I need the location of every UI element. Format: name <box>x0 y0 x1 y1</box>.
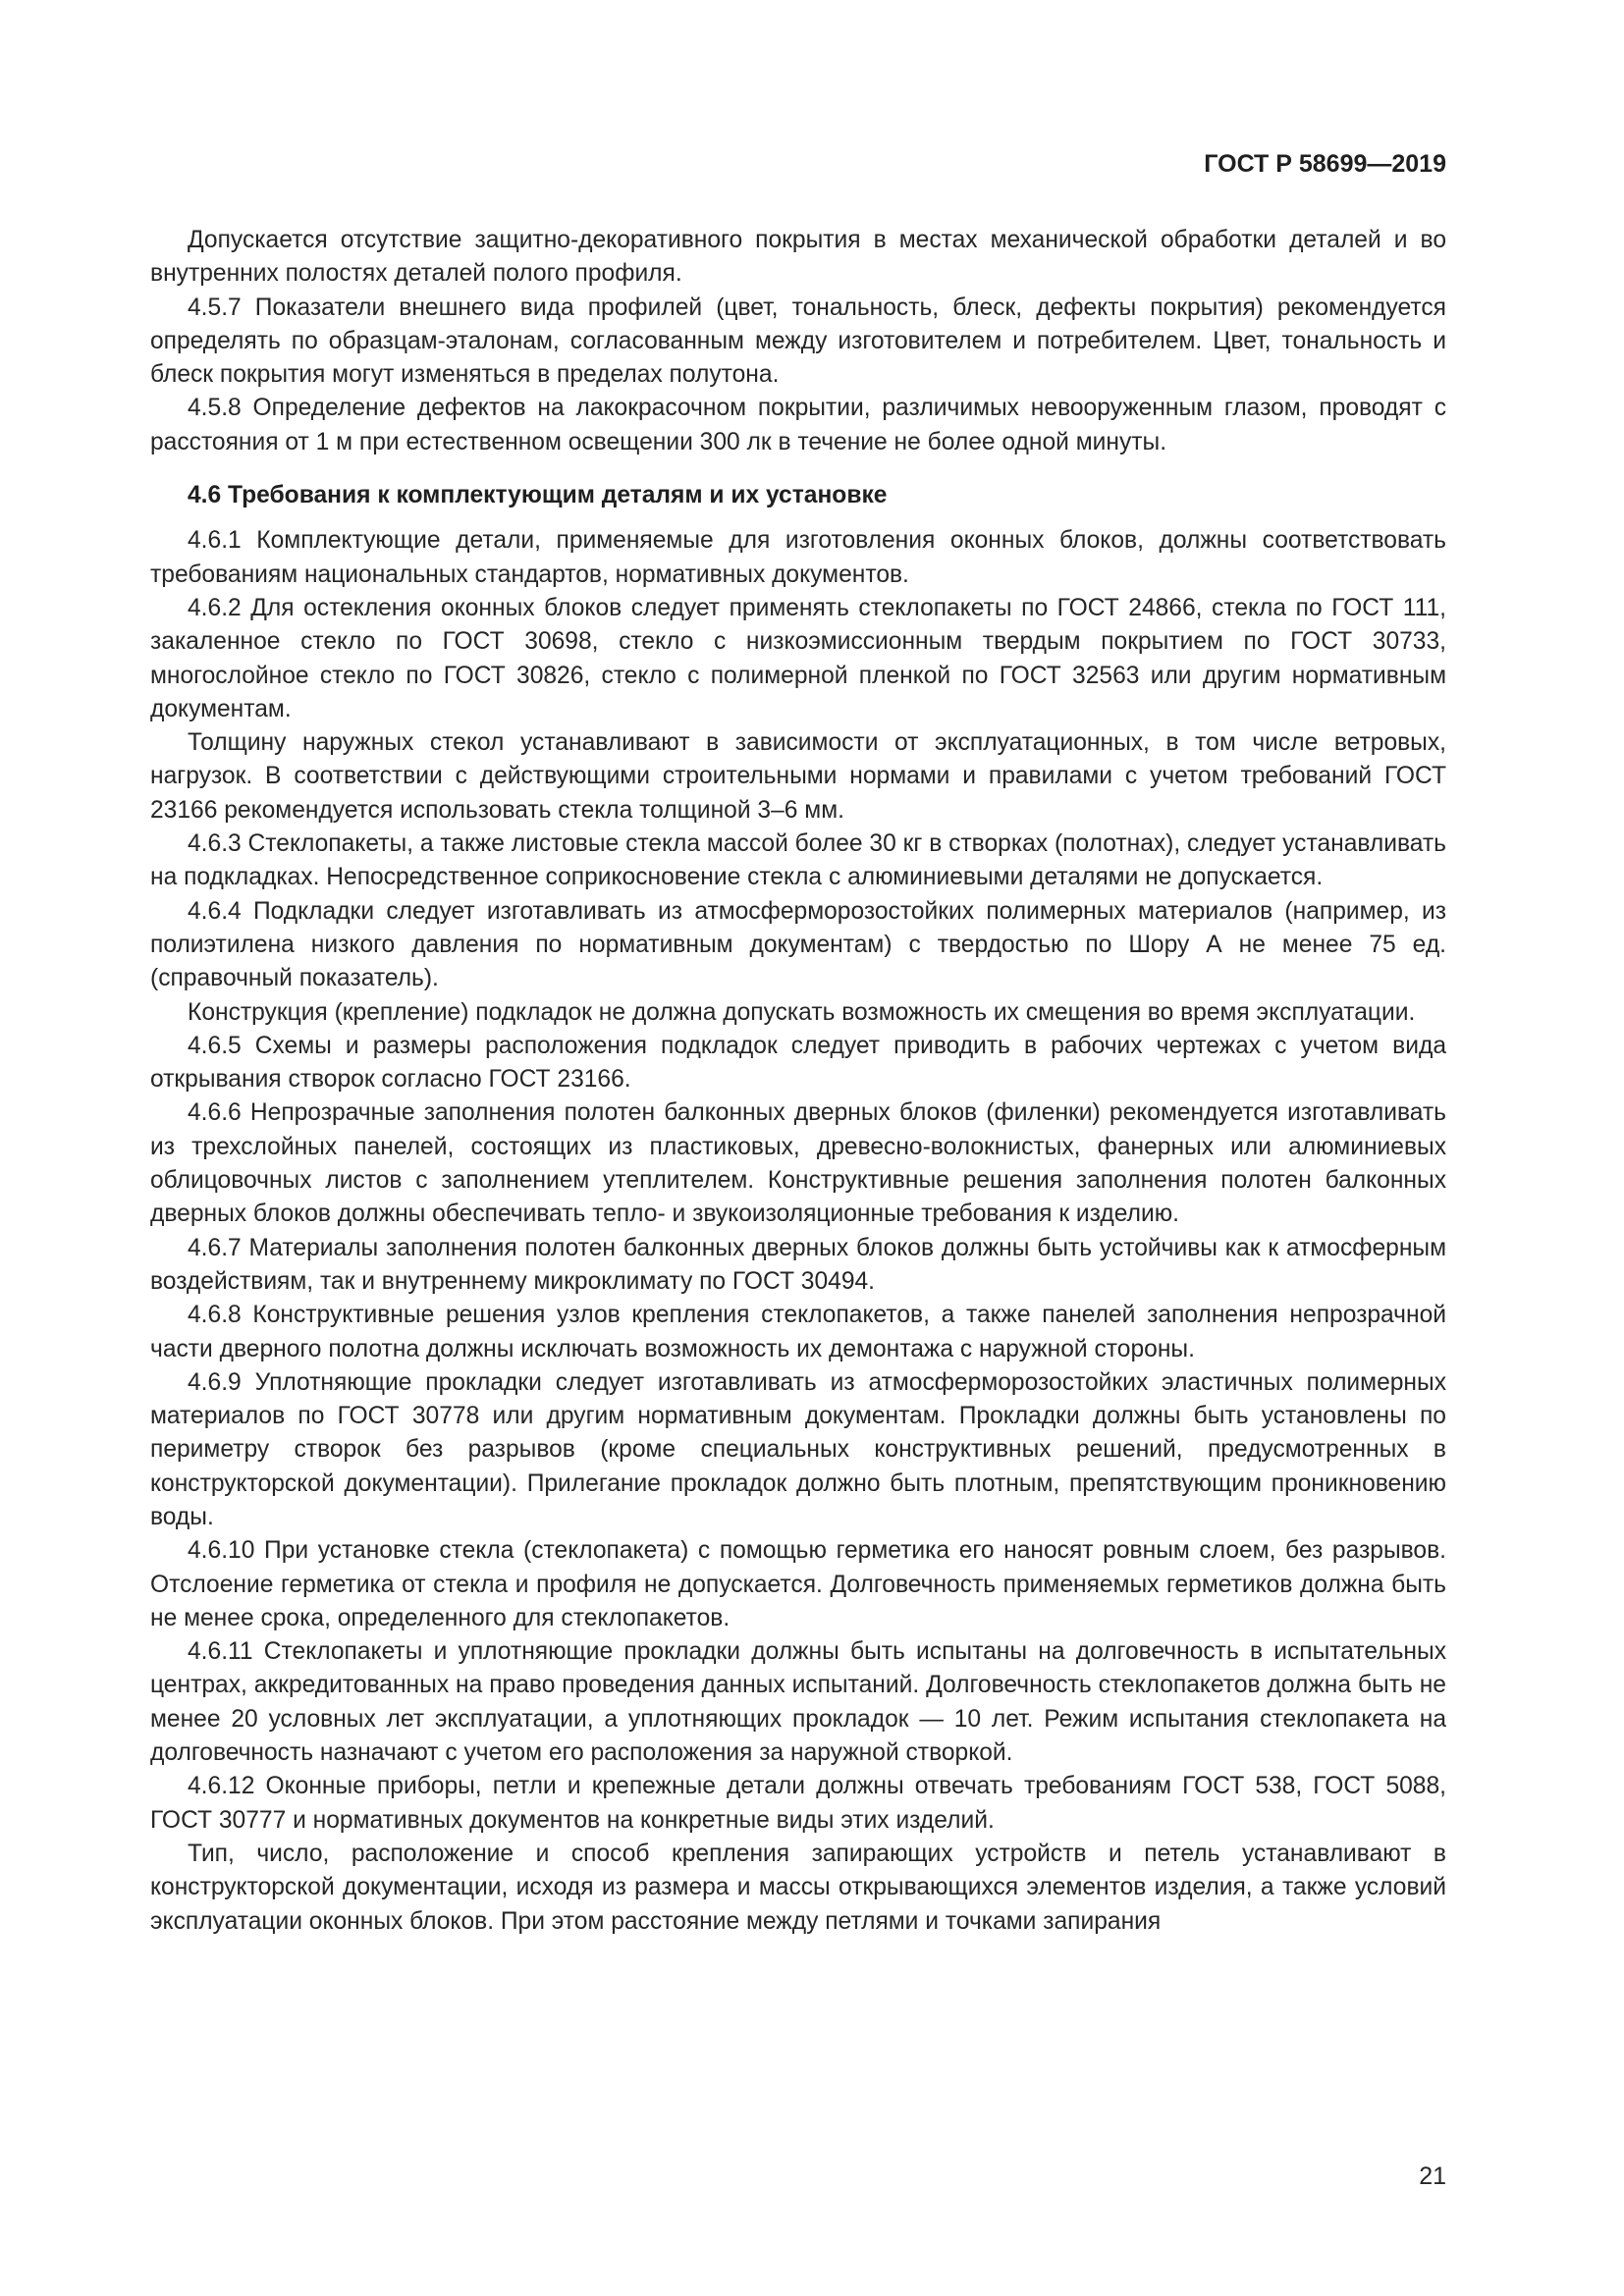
paragraph: 4.6.2 Для остекления оконных блоков следует применять стеклопакеты по ГОСТ 24866, стекла по ГОСТ 111, закаленное стекло по ГОСТ 30698, стекло с низкоэмиссионным твердым покрытием по ГОСТ 30733, многослойное стекло по ГОСТ 30826, стекло с полимерной пленкой по ГОСТ 32563 или другим нормативным документам. <box>150 594 1446 722</box>
paragraph: 4.6.4 Подкладки следует изготавливать из атмосферморозостойких полимерных материалов (например, из полиэтилена низкого давления по нормативным документам) с твердостью по Шору А не менее 75 ед. (справочный показатель). <box>150 897 1446 992</box>
paragraph: 4.6.6 Непрозрачные заполнения полотен балконных дверных блоков (филенки) рекомендуется изготавливать из трехслойных панелей, состоящих из пластиковых, древесно-волокнистых, фанерных или алюминиевых облицовочных листов с заполнением утеплителем. Конструктивные решения заполнения полотен балконных дверных блоков должны обеспечивать тепло- и звукоизоляционные требования к изделию. <box>150 1099 1446 1228</box>
paragraph: Тип, число, расположение и способ крепления запирающих устройств и петель устанавливают в конструкторской документации, исходя из размера и массы открывающихся элементов изделия, а также условий эксплуатации оконных блоков. При этом расстояние между петлями и точками запирания <box>150 1840 1446 1935</box>
page-body <box>150 224 1446 1939</box>
paragraph: 4.5.7 Показатели внешнего вида профилей (цвет, тональность, блеск, дефекты покрытия) рекомендуется определять по образцам-эталонам, согласованным между изготовителем и потребителем. Цвет, тональность и блеск покрытия могут изменяться в пределах полутона. <box>150 294 1446 389</box>
paragraph: Толщину наружных стекол устанавливают в зависимости от эксплуатационных, в том числе ветровых, нагрузок. В соответствии с действующими строительными нормами и правилами с учетом требований ГОСТ 23166 рекомендуется использовать стекла толщиной 3–6 мм. <box>150 729 1446 824</box>
document-code-header: ГОСТ Р 58699—2019 <box>1204 150 1446 178</box>
paragraph: 4.6.12 Оконные приборы, петли и крепежные детали должны отвечать требованиям ГОСТ 538, ГОСТ 5088, ГОСТ 30777 и нормативных документов на конкретные виды этих изделий. <box>150 1773 1446 1834</box>
page-number: 21 <box>1419 2163 1446 2190</box>
paragraph: 4.6.10 При установке стекла (стеклопакета) с помощью герметика его наносят ровным слоем, без разрывов. Отслоение герметика от стекла и профиля не допускается. Долговечность применяемых герметиков должна быть не менее срока, определенного для стеклопакетов. <box>150 1537 1446 1631</box>
paragraph: 4.6.8 Конструктивные решения узлов крепления стеклопакетов, а также панелей заполнения непрозрачной части дверного полотна должны исключать возможность их демонтажа с наружной стороны. <box>150 1302 1446 1362</box>
paragraph: 4.6.9 Уплотняющие прокладки следует изготавливать из атмосферморозостойких эластичных полимерных материалов по ГОСТ 30778 или другим нормативным документам. Прокладки должны быть установлены по периметру створок без разрывов (кроме специальных конструктивных решений, предусмотренных в конструкторской документации). Прилегание прокладок должно быть плотным, препятствующим проникновению воды. <box>150 1368 1446 1530</box>
paragraph: 4.6.5 Схемы и размеры расположения подкладок следует приводить в рабочих чертежах с учетом вида открывания створок согласно ГОСТ 23166. <box>150 1032 1446 1094</box>
section-heading: 4.6 Требования к комплектующим деталям и их установке <box>188 482 888 509</box>
paragraph: 4.6.11 Стеклопакеты и уплотняющие прокладки должны быть испытаны на долговечность в испытательных центрах, аккредитованных на право проведения данных испытаний. Долговечность стеклопакетов должна быть не менее 20 условных лет эксплуатации, а уплотняющих прокладок — 10 лет. Режим испытания стеклопакета на долговечность назначают с учетом его расположения за наружной створкой. <box>150 1638 1446 1767</box>
paragraph: 4.6.7 Материалы заполнения полотен балконных дверных блоков должны быть устойчивы как к атмосферным воздействиям, так и внутреннему микроклимату по ГОСТ 30494. <box>150 1234 1446 1295</box>
paragraph: 4.5.8 Определение дефектов на лакокрасочном покрытии, различимых невооруженным глазом, проводят с расстояния от 1 м при естественном освещении 300 лк в течение не более одной минуты. <box>150 395 1446 455</box>
paragraph: Допускается отсутствие защитно-декоративного покрытия в местах механической обработки деталей и во внутренних полостях деталей полого профиля. <box>150 227 1446 288</box>
paragraph: 4.6.1 Комплектующие детали, применяемые для изготовления оконных блоков, должны соответствовать требованиям национальных стандартов, нормативных документов. <box>150 527 1446 588</box>
paragraph: Конструкция (крепление) подкладок не должна допускать возможность их смещения во время эксплуатации. <box>188 998 1416 1026</box>
paragraph: 4.6.3 Стеклопакеты, а также листовые стекла массой более 30 кг в створках (полотнах), следует устанавливать на подкладках. Непосредственное соприкосновение стекла с алюминиевыми деталями не допускается. <box>150 830 1446 891</box>
